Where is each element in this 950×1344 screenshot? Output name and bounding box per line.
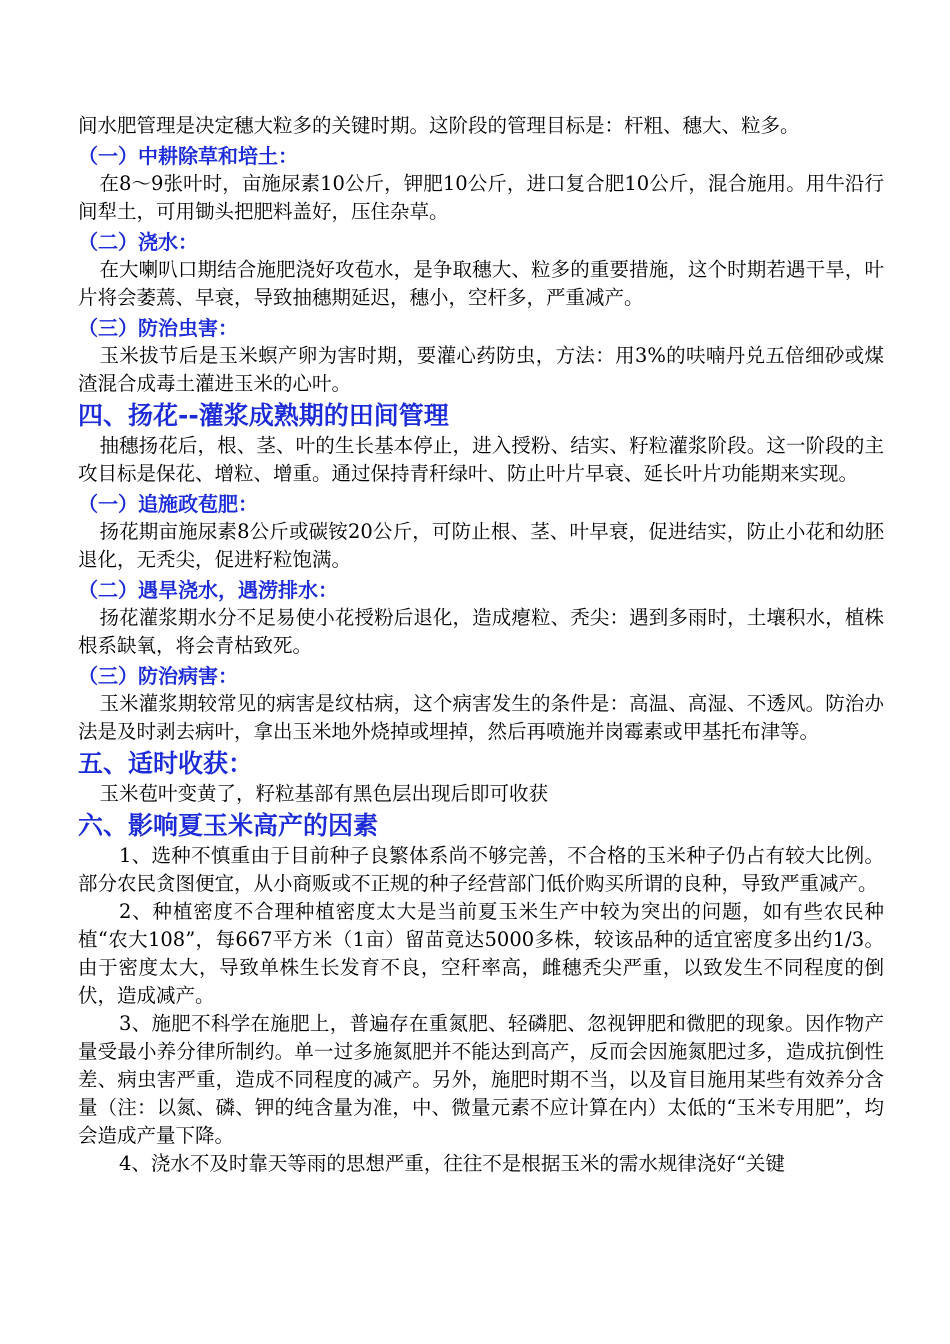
heading-watering: （二）浇水： xyxy=(78,230,198,254)
paragraph-disease-control: 玉米灌浆期较常见的病害是纹枯病，这个病害发生的条件是：高温、高湿、不透风。防治办法是及时剥去病叶，拿出玉米地外烧掉或埋掉，然后再喷施并岗霉素或甲基托布津等。 xyxy=(78,692,884,743)
paragraph-cultivation-weeding: 在8～9张叶时，亩施尿素10公斤，钾肥10公斤，进口复合肥10公斤，混合施用。用牛沿行间犁土，可用锄头把肥料盖好，压住杂草。 xyxy=(78,172,884,223)
document-page xyxy=(78,112,884,1178)
section-heading-5: 五、适时收获： xyxy=(78,749,254,778)
section-4-intro: 抽穗扬花后，根、茎、叶的生长基本停止，进入授粉、结实、籽粒灌浆阶段。这一阶段的主攻目标是保花、增粒、增重。通过保持青秆绿叶、防止叶片早衰、延长叶片功能期来实现。 xyxy=(78,434,884,485)
heading-disease-control: （三）防治病害： xyxy=(78,664,238,688)
heading-drought-flood: （二）遇旱浇水，遇涝排水： xyxy=(78,578,338,602)
heading-pest-control: （三）防治虫害： xyxy=(78,316,238,340)
factor-item-2: 2、种植密度不合理种植密度太大是当前夏玉米生产中较为突出的问题，如有些农民种植“农大108”，每667平方米（1亩）留苗竟达5000多株，较该品种的适宜密度多出约1/3。由于密度太大，导致单株生长发育不良，空秆率高，雌穗秃尖严重，以致发生不同程度的倒伏，造成减产。 xyxy=(78,900,884,1007)
section-heading-6: 六、影响夏玉米高产的因素 xyxy=(78,811,379,840)
intro-paragraph: 间水肥管理是决定穗大粒多的关键时期。这阶段的管理目标是：杆粗、穗大、粒多。 xyxy=(78,114,800,137)
paragraph-pest-control: 玉米拔节后是玉米螟产卵为害时期，要灌心药防虫，方法：用3%的呋喃丹兑五倍细砂或煤渣混合成毒土灌进玉米的心叶。 xyxy=(78,344,884,395)
paragraph-topdressing: 扬花期亩施尿素8公斤或碳铵20公斤，可防止根、茎、叶早衰，促进结实，防止小花和幼胚退化，无秃尖，促进籽粒饱满。 xyxy=(78,520,884,571)
paragraph-watering: 在大喇叭口期结合施肥浇好攻苞水，是争取穗大、粒多的重要措施，这个时期若遇干旱，叶片将会萎蔫、早衰，导致抽穗期延迟，穗小，空杆多，严重减产。 xyxy=(78,258,884,309)
factor-item-3: 3、施肥不科学在施肥上，普遍存在重氮肥、轻磷肥、忽视钾肥和微肥的现象。因作物产量受最小养分律所制约。单一过多施氮肥并不能达到高产，反而会因施氮肥过多，造成抗倒性差、病虫害严重，造成不同程度的减产。另外，施肥时期不当，以及盲目施用某些有效养分含量（注：以氮、磷、钾的纯含量为准，中、微量元素不应计算在内）太低的“玉米专用肥”，均会造成产量下降。 xyxy=(78,1012,884,1147)
section-heading-4: 四、扬花--灌浆成熟期的田间管理 xyxy=(78,401,449,430)
section-5-text: 玉米苞叶变黄了，籽粒基部有黑色层出现后即可收获 xyxy=(99,782,548,805)
factor-item-4: 4、浇水不及时靠天等雨的思想严重，往往不是根据玉米的需水规律浇好“关键 xyxy=(118,1152,785,1175)
heading-topdressing: （一）追施政苞肥： xyxy=(78,492,258,516)
paragraph-drought-flood: 扬花灌浆期水分不足易使小花授粉后退化，造成瘪粒、秃尖：遇到多雨时，土壤积水，植株根系缺氧，将会青枯致死。 xyxy=(78,606,884,657)
factor-item-1: 1、选种不慎重由于目前种子良繁体系尚不够完善，不合格的玉米种子仍占有较大比例。部分农民贪图便宜，从小商贩或不正规的种子经营部门低价购买所谓的良种，导致严重减产。 xyxy=(78,844,884,895)
heading-cultivation-weeding: （一）中耕除草和培土： xyxy=(78,144,298,168)
